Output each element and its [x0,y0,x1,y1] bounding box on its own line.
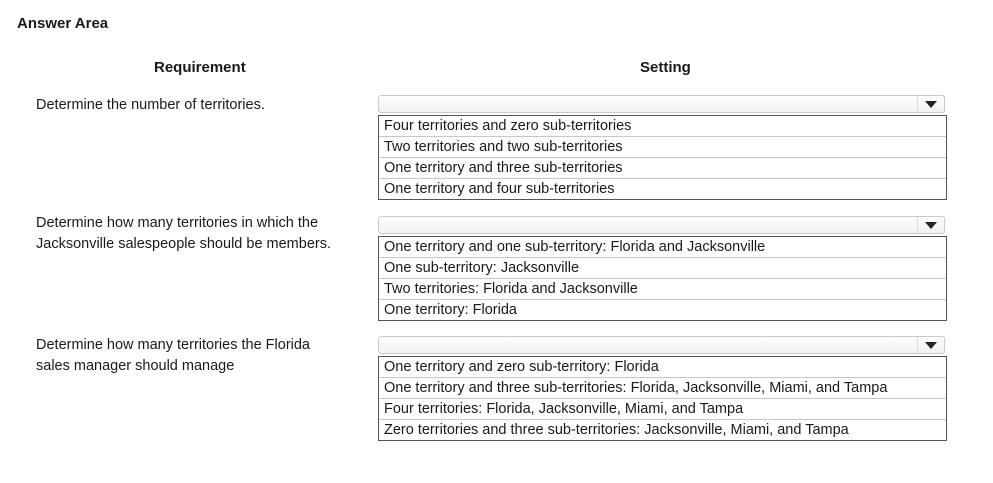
answer-area-title: Answer Area [17,15,109,32]
requirement-3-text: Determine how many territories the Florida sales manager should manage [36,337,310,374]
setting-2-option[interactable]: Two territories: Florida and Jacksonville [379,278,946,299]
setting-2-option[interactable]: One territory and one sub-territory: Florida and Jacksonville [384,239,766,255]
chevron-down-icon [925,342,937,349]
setting-3-dropdown-toggle[interactable] [917,337,944,353]
setting-3-options-list [378,356,947,441]
setting-3-dropdown[interactable] [378,336,945,354]
setting-2-options-list [378,236,947,321]
setting-2-option[interactable]: One sub-territory: Jacksonville [379,257,946,278]
setting-3-option[interactable]: Zero territories and three sub-territories: Jacksonville, Miami, and Tampa [379,419,946,440]
setting-2-dropdown[interactable] [378,216,945,234]
chevron-down-icon [925,222,937,229]
setting-1-option[interactable]: One territory and three sub-territories [379,157,946,178]
requirement-column-header: Requirement [154,59,246,76]
setting-1-options-list [378,115,947,200]
setting-1-dropdown[interactable] [378,95,945,113]
setting-column-header: Setting [640,59,691,76]
requirement-2-text: Determine how many territories in which the Jacksonville salespeople should be members. [36,215,331,252]
setting-3-option[interactable]: One territory and three sub-territories: Florida, Jacksonville, Miami, and Tampa [379,377,946,398]
setting-2-option[interactable]: One territory: Florida [379,299,946,320]
setting-1-option[interactable]: Four territories and zero sub-territories [384,118,632,134]
setting-3-option[interactable]: Four territories: Florida, Jacksonville, Miami, and Tampa [379,398,946,419]
setting-1-dropdown-toggle[interactable] [917,96,944,112]
setting-3-option[interactable]: One territory and zero sub-territory: Florida [384,359,659,375]
setting-2-dropdown-toggle[interactable] [917,217,944,233]
setting-1-option[interactable]: One territory and four sub-territories [379,178,946,199]
requirement-1-text: Determine the number of territories. [36,97,265,113]
setting-1-option[interactable]: Two territories and two sub-territories [379,136,946,157]
chevron-down-icon [925,101,937,108]
